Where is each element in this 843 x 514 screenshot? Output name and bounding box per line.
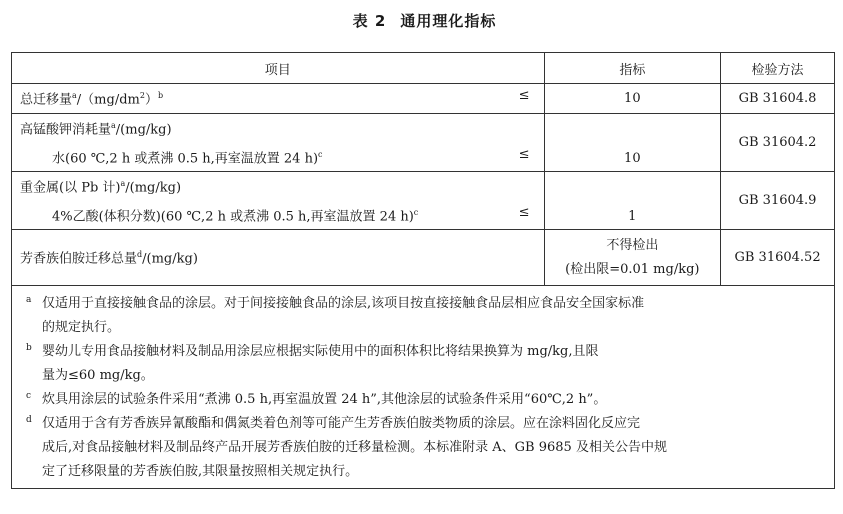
- item-line: [20, 84, 536, 112]
- footnote-a: [20, 292, 826, 340]
- table-title: [0, 10, 843, 31]
- footnote-line: 成后,对食品接触材料及制品终产品开展芳香族伯胺的迁移量检测。本标准附录 A、GB 9685 及相关公告中规: [42, 440, 667, 455]
- table-row: [12, 230, 835, 286]
- value-text: 10: [624, 151, 641, 166]
- item-text: 芳香族伯胺迁移总量: [20, 251, 138, 267]
- method-cell: GB 31604.9: [721, 172, 835, 230]
- item-cell: [12, 84, 545, 114]
- method-cell: GB 31604.52: [721, 230, 835, 286]
- table-number: 表 2: [352, 12, 387, 30]
- footnote-line: 仅适用于直接接触食品的涂层。对于间接接触食品的涂层,该项目按直接接触食品层相应食品安全国家标准: [42, 296, 645, 311]
- item-cell: [12, 114, 545, 172]
- indicator-table: [11, 52, 835, 489]
- item-text: 重金属(以 Pb 计): [20, 180, 121, 196]
- item-unit: /(mg/kg): [115, 122, 172, 138]
- lte-symbol: ≤: [518, 146, 530, 162]
- footnote-mark: a: [26, 295, 32, 305]
- footnote-line: 量为≤60 mg/kg。: [42, 368, 154, 383]
- footnote-d: [20, 412, 826, 484]
- condition-text: 4%乙酸(体积分数)(60 ℃,2 h 或煮沸 0.5 h,再室温放置 24 h): [52, 208, 414, 224]
- item-line: [20, 114, 536, 142]
- item-line: [20, 243, 536, 271]
- header-method: 检验方法: [721, 53, 835, 84]
- item-unit-end: ）: [144, 92, 158, 108]
- footnote-ref: c: [413, 207, 419, 217]
- header-row: [12, 53, 835, 84]
- footnote-ref: b: [157, 91, 164, 101]
- item-unit: /(mg/kg): [142, 251, 198, 267]
- method-cell: GB 31604.8: [721, 84, 835, 114]
- notes-cell: [12, 286, 835, 489]
- value-not-detected: 不得检出: [606, 237, 659, 253]
- item-unit: /（mg/dm: [76, 92, 140, 108]
- item-text: 总迁移量: [20, 92, 73, 108]
- value-cell: [544, 230, 721, 286]
- table-caption: 通用理化指标: [400, 12, 497, 30]
- item-condition: [20, 143, 536, 171]
- notes-row: [12, 286, 835, 489]
- value-cell: [544, 172, 721, 230]
- footnote-mark: d: [26, 415, 32, 425]
- lte-symbol: ≤: [518, 204, 530, 220]
- header-value: 指标: [544, 53, 721, 84]
- table-row: [12, 172, 835, 230]
- footnote-line: 定了迁移限量的芳香族伯胺,其限量按照相关规定执行。: [42, 464, 359, 479]
- item-unit: /(mg/kg): [125, 180, 182, 196]
- value-cell: 10: [544, 84, 721, 114]
- item-text: 高锰酸钾消耗量: [20, 122, 112, 138]
- footnote-ref: a: [72, 91, 77, 101]
- item-cell: [12, 172, 545, 230]
- value-text: 1: [628, 209, 637, 224]
- lte-symbol: ≤: [518, 88, 530, 104]
- condition-text: 水(60 ℃,2 h 或煮沸 0.5 h,再室温放置 24 h): [52, 150, 319, 166]
- detection-limit: (检出限=0.01 mg/kg): [565, 261, 700, 277]
- item-condition: [20, 201, 536, 229]
- footnote-line: 仅适用于含有芳香族异氰酸酯和偶氮类着色剂等可能产生芳香族伯胺类物质的涂层。应在涂料固化反应完: [42, 416, 641, 431]
- table-row: [12, 84, 835, 114]
- footnote-mark: c: [26, 391, 32, 401]
- method-cell: GB 31604.2: [721, 114, 835, 172]
- footnote-ref: a: [120, 179, 126, 189]
- footnote-c: [20, 388, 826, 412]
- item-line: [20, 172, 536, 200]
- value-cell: [544, 114, 721, 172]
- header-item: 项目: [12, 53, 545, 84]
- unit-exponent: 2: [139, 91, 145, 101]
- footnote-line: 婴幼儿专用食品接触材料及制品用涂层应根据实际使用中的面积体积比将结果换算为 mg/kg,且限: [42, 344, 599, 359]
- footnote-mark: b: [26, 343, 32, 353]
- item-cell: [12, 230, 545, 286]
- footnote-b: [20, 340, 826, 388]
- footnote-line: 的规定执行。: [42, 320, 121, 335]
- footnote-ref: c: [318, 149, 323, 159]
- footnote-ref: d: [137, 250, 143, 260]
- footnote-line: 炊具用涂层的试验条件采用“煮沸 0.5 h,再室温放置 24 h”,其他涂层的试验条件采用“60℃,2 h”。: [42, 392, 607, 407]
- footnote-ref: a: [111, 121, 116, 131]
- table-row: [12, 114, 835, 172]
